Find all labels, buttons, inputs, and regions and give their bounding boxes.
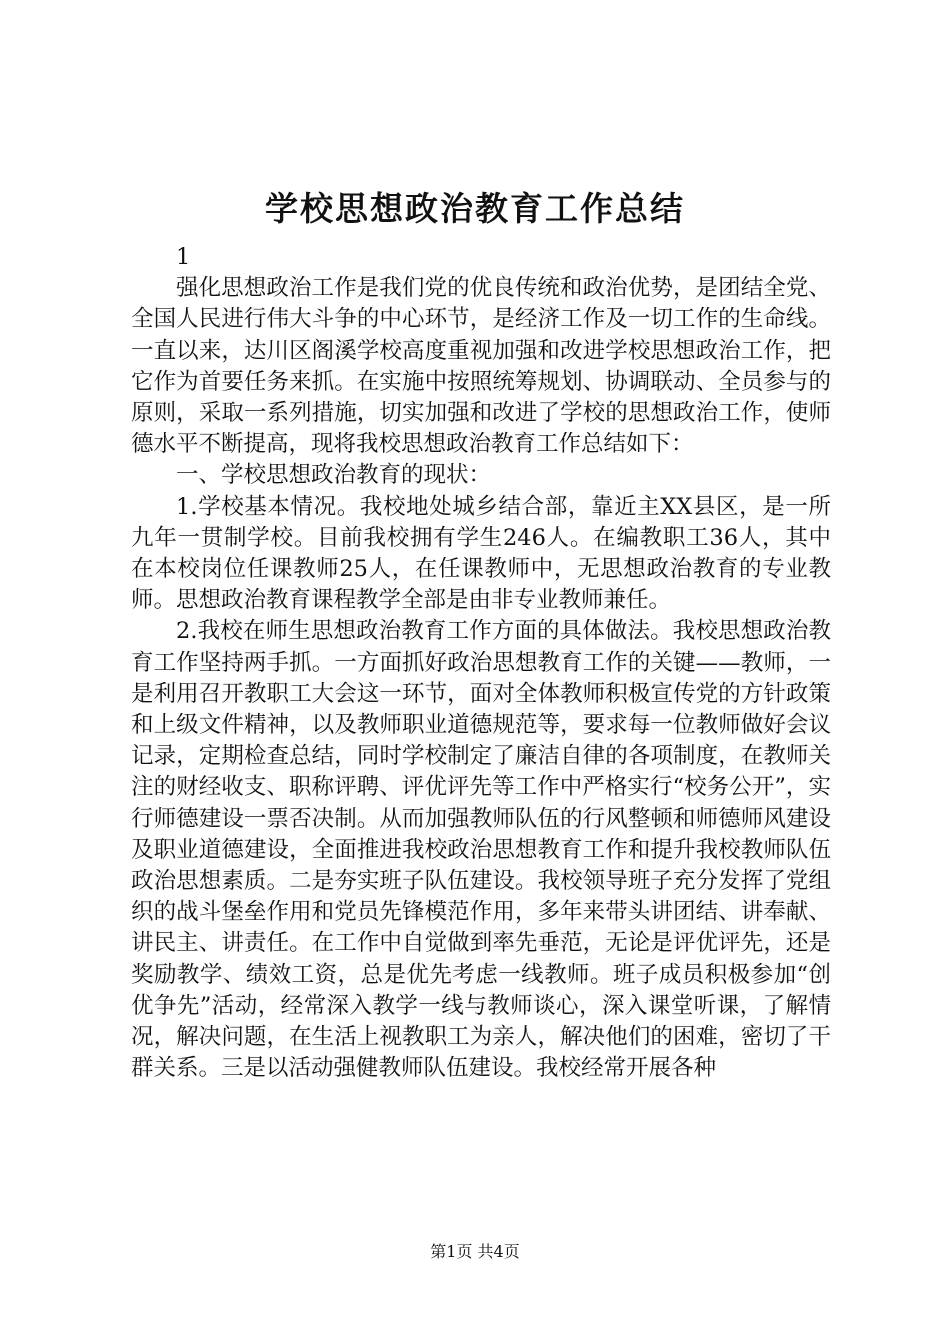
section-heading: 一、学校思想政治教育的现状： — [176, 462, 492, 489]
basic-situation-paragraph: 1.学校基本情况。我校地处城乡结合部，靠近主XX县区，是一所九年一贯制学校。目前我校拥有学生246人。在编教职工36人，其中在本校岗位任课教师25人，在任课教师中，无思想政治教育的专业教师。思想政治教育课程教学全部是由非专业教师兼任。 — [131, 493, 831, 614]
document-title: 学校思想政治教育工作总结 — [265, 189, 685, 228]
document-body — [131, 242, 831, 1084]
specific-practices-paragraph: 2.我校在师生思想政治教育工作方面的具体做法。我校思想政治教育工作坚持两手抓。一方面抓好政治思想教育工作的关键——教师，一是利用召开教职工大会这一环节，面对全体教师积极宣传党的方针政策和上级文件精神，以及教师职业道德规范等，要求每一位教师做好会议记录，定期检查总结，同时学校制定了廉洁自律的各项制度，在教师关注的财经收支、职称评聘、评优评先等工作中严格实行“校务公开”，实行师德建设一票否决制。从而加强教师队伍的行风整顿和师德师风建设及职业道德建设，全面推进我校政治思想教育工作和提升我校教师队伍政治思想素质。二是夯实班子队伍建设。我校领导班子充分发挥了党组织的战斗堡垒作用和党员先锋模范作用，多年来带头讲团结、讲奉献、讲民主、讲责任。在工作中自觉做到率先垂范，无论是评优评先，还是奖励教学、绩效工资，总是优先考虑一线教师。班子成员积极参加“创优争先”活动，经常深入教学一线与教师谈心，深入课堂听课，了解情况，解决问题，在生活上视教职工为亲人，解决他们的困难，密切了干群关系。三是以活动强健教师队伍建设。我校经常开展各种 — [131, 618, 831, 1082]
intro-paragraph: 强化思想政治工作是我们党的优良传统和政治优势，是团结全党、全国人民进行伟大斗争的中心环节，是经济工作及一切工作的生命线。一直以来，达川区阁溪学校高度重视加强和改进学校思想政治工作，把它作为首要任务来抓。在实施中按照统筹规划、协调联动、全员参与的原则，采取一系列措施，切实加强和改进了学校的思想政治工作，使师德水平不断提高，现将我校思想政治教育工作总结如下： — [131, 275, 831, 458]
section-number: 1 — [176, 244, 191, 270]
page-footer: 第1页 共4页 — [430, 1242, 520, 1261]
